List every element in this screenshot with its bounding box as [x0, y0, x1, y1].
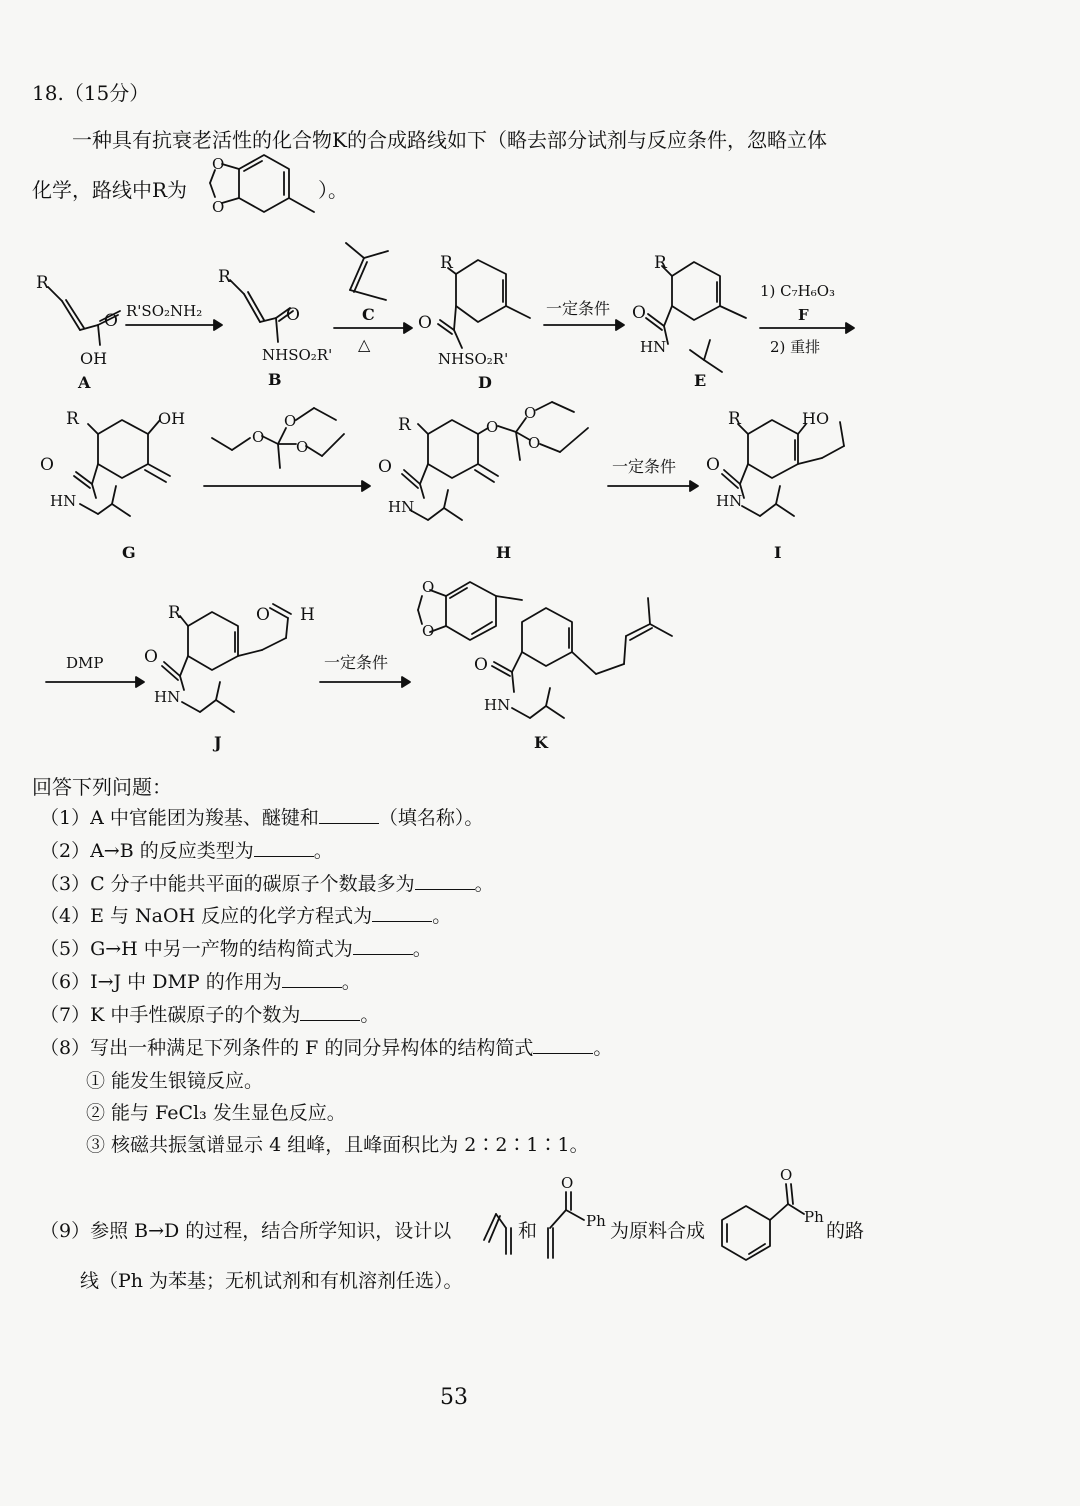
question-points: （15分）	[63, 81, 150, 105]
intro-line-2-suffix: ）。	[318, 178, 348, 202]
atom-o: O	[212, 155, 225, 173]
atom-o: O	[252, 428, 265, 446]
butadiene-structure	[484, 1214, 511, 1254]
orthoester-reagent	[212, 408, 344, 468]
atom-o: O	[528, 434, 541, 452]
atom-r: R	[218, 267, 231, 287]
atom-o: O	[144, 647, 158, 667]
question-text: （8）写出一种满足下列条件的 F 的同分异构体的结构简式	[40, 1036, 534, 1059]
atom-hn: HN	[388, 498, 415, 516]
reagent-f-step2: 2) 重排	[770, 338, 821, 356]
atom-o: O	[632, 303, 646, 323]
label-j: J	[214, 733, 222, 752]
question-text: （3）C 分子中能共平面的碳原子个数最多为	[40, 872, 415, 895]
answer-blank[interactable]	[353, 936, 413, 955]
answer-blank[interactable]	[319, 805, 379, 824]
atom-o: O	[378, 457, 392, 477]
answer-blank[interactable]	[533, 1035, 593, 1054]
atom-r: R	[654, 253, 667, 273]
q9-post: 的路	[826, 1220, 865, 1242]
atom-o: O	[780, 1166, 793, 1184]
label-d: D	[478, 373, 492, 392]
atom-r: R	[36, 273, 49, 293]
atom-oh: OH	[80, 349, 108, 368]
label-f: F	[798, 306, 809, 324]
question-text: （4）E 与 NaOH 反应的化学方程式为	[40, 905, 373, 928]
atom-o: O	[104, 311, 118, 331]
question-suffix: 。	[341, 971, 361, 993]
question-suffix: 。	[432, 905, 452, 928]
atom-o: O	[422, 578, 435, 596]
question-item	[40, 805, 483, 831]
atom-o: O	[524, 404, 537, 422]
question-text: （2）A→B 的反应类型为	[40, 839, 254, 862]
question-suffix: 。	[360, 1003, 380, 1026]
label-a: A	[78, 373, 91, 392]
q9-pre: （9）参照 B→D 的过程，结合所学知识，设计以	[40, 1220, 452, 1242]
reagent-ab: R'SO₂NH₂	[126, 302, 203, 320]
atom-r: R	[728, 409, 741, 429]
condition-3: ③ 核磁共振氢谱显示 4 组峰，且峰面积比为 2∶2∶1∶1。	[86, 1134, 589, 1156]
atom-r: R	[66, 409, 79, 429]
heat-symbol: △	[358, 335, 371, 354]
label-b: B	[268, 370, 282, 389]
answer-blank[interactable]	[300, 1002, 360, 1021]
label-c: C	[362, 305, 375, 324]
atom-r: R	[168, 603, 181, 623]
atom-o: O	[212, 198, 225, 216]
atom-hn: HN	[716, 492, 743, 510]
atom-hn: HN	[154, 688, 181, 706]
page-number: 53	[440, 1385, 468, 1410]
reagent-dmp: DMP	[66, 654, 104, 672]
answer-blank[interactable]	[254, 838, 314, 857]
question-item	[40, 969, 361, 995]
compound-d	[418, 253, 530, 392]
compound-b	[218, 267, 332, 389]
label-g: G	[122, 543, 136, 562]
atom-o: O	[284, 412, 297, 430]
condition-de: 一定条件	[546, 299, 611, 318]
answer-blank[interactable]	[282, 969, 342, 988]
q9-and: 和	[518, 1220, 538, 1242]
question-text: （6）I→J 中 DMP 的作用为	[40, 971, 282, 993]
condition-hi: 一定条件	[612, 457, 677, 476]
atom-ho: HO	[802, 409, 830, 428]
atom-o: O	[286, 305, 300, 325]
atom-o: O	[706, 455, 720, 475]
answer-blank[interactable]	[415, 871, 475, 890]
target-structure	[722, 1166, 824, 1260]
atom-o: O	[474, 655, 488, 675]
question-item	[40, 871, 494, 897]
condition-2: ② 能与 FeCl₃ 发生显色反应。	[86, 1102, 346, 1124]
atom-r: R	[398, 415, 411, 435]
condition-jk: 一定条件	[324, 653, 389, 672]
label-i: I	[774, 543, 782, 562]
reagent-f-step1: 1) C₇H₆O₃	[760, 282, 836, 300]
group-nhso2r: NHSO₂R'	[262, 346, 333, 364]
atom-o: O	[561, 1174, 574, 1192]
question-suffix: 。	[313, 839, 333, 862]
question-suffix: 。	[593, 1036, 613, 1059]
atom-o: O	[296, 438, 309, 456]
atom-hn: HN	[640, 338, 667, 356]
answer-blank[interactable]	[372, 903, 432, 922]
intro-line-2-prefix: 化学，路线中R为	[32, 178, 188, 202]
label-k: K	[534, 733, 548, 752]
prompt: 回答下列问题：	[32, 775, 172, 799]
atom-o: O	[256, 605, 270, 625]
question-item	[40, 1002, 379, 1028]
atom-o: O	[422, 622, 435, 640]
atom-o: O	[418, 313, 432, 333]
atom-hn: HN	[484, 696, 511, 714]
compound-c	[346, 243, 388, 324]
compound-a	[36, 273, 120, 392]
question-suffix: （填名称）。	[378, 807, 484, 829]
q9-mid: 为原料合成	[610, 1220, 706, 1242]
question-item	[40, 936, 432, 962]
question-text: （5）G→H 中另一产物的结构简式为	[40, 938, 353, 961]
atom-ph: Ph	[804, 1208, 824, 1226]
atom-o: O	[486, 418, 499, 436]
question-suffix: 。	[474, 872, 494, 895]
vinyl-ketone-structure	[548, 1174, 606, 1258]
question-item	[40, 903, 451, 929]
compound-e	[632, 253, 746, 390]
compound-k	[418, 578, 672, 752]
atom-hn: HN	[50, 492, 77, 510]
group-nhso2r: NHSO₂R'	[438, 350, 509, 368]
condition-1: ① 能发生银镜反应。	[86, 1070, 264, 1092]
question-text: （7）K 中手性碳原子的个数为	[40, 1003, 301, 1026]
q9-line2: 线（Ph 为苯基；无机试剂和有机溶剂任选）。	[80, 1270, 463, 1292]
compound-j	[144, 603, 315, 752]
question-item	[40, 838, 333, 864]
atom-ph: Ph	[586, 1212, 606, 1230]
compound-i	[706, 409, 844, 562]
atom-oh: OH	[158, 409, 186, 428]
intro-line-1: 一种具有抗衰老活性的化合物K的合成路线如下（略去部分试剂与反应条件，忽略立体	[72, 128, 827, 152]
compound-h	[378, 402, 588, 562]
r-group-structure	[210, 155, 314, 216]
question-text: （1）A 中官能团为羧基、醚键和	[40, 807, 319, 829]
atom-r: R	[440, 253, 453, 273]
label-h: H	[496, 543, 512, 562]
atom-h: H	[300, 605, 315, 625]
label-e: E	[694, 371, 707, 390]
question-number: 18.	[32, 81, 64, 105]
atom-o: O	[40, 455, 54, 475]
compound-g	[40, 409, 185, 562]
question-item	[40, 1035, 612, 1061]
question-suffix: 。	[412, 938, 432, 961]
